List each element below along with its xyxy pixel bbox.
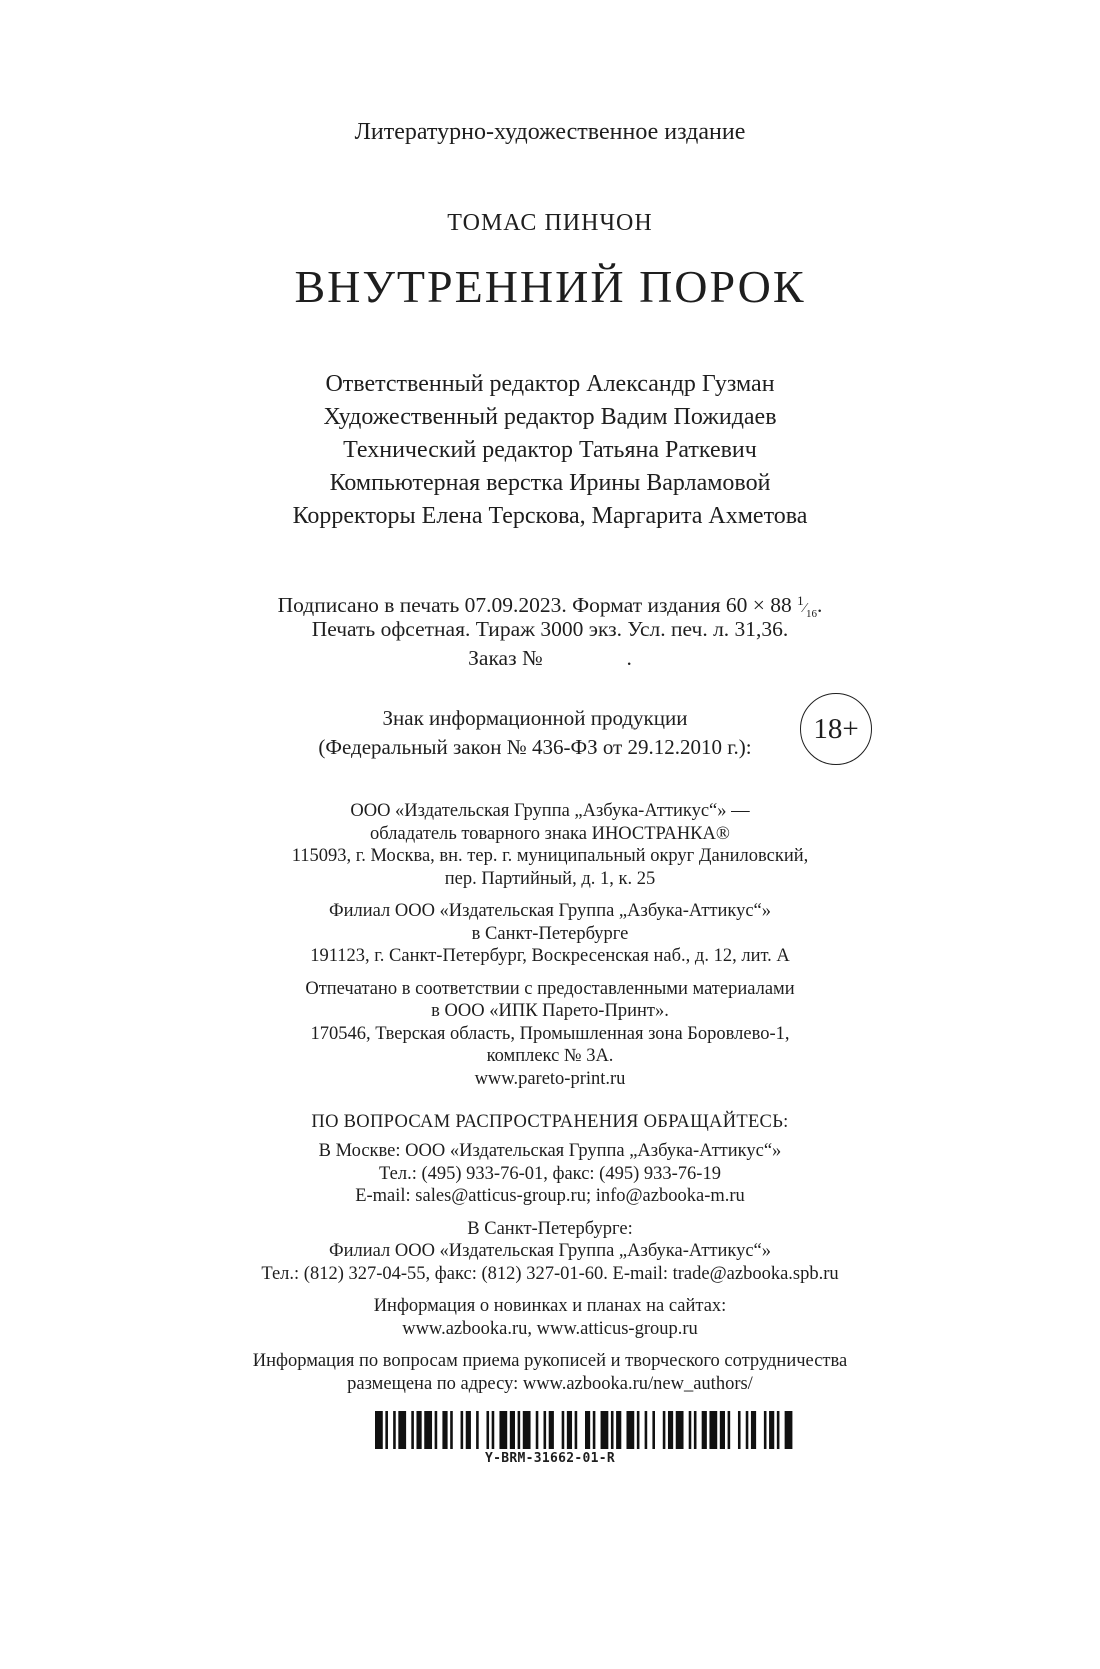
author-name: ТОМАС ПИНЧОН — [447, 210, 653, 236]
manuscripts-line: Информация по вопросам приема рукописей и творческого сотрудничества — [252, 1351, 848, 1371]
sites-line: Информация о новинках и планах на сайтах: — [373, 1296, 727, 1316]
print-line-1-end: . — [816, 593, 823, 617]
printer-line: 170546, Тверская область, Промышленная зона Боровлево-1, — [310, 1023, 790, 1044]
credit-line: Компьютерная верстка Ирины Варламовой — [329, 470, 771, 496]
printer-line: Отпечатано в соответствии с предоставленными материалами — [305, 978, 795, 999]
publisher-line: 115093, г. Москва, вн. тер. г. муниципальный округ Даниловский, — [291, 846, 809, 866]
branch-line: в Санкт-Петербурге — [471, 923, 629, 944]
credit-line: Художественный редактор Вадим Пожидаев — [323, 404, 777, 430]
format-denominator: 16 — [805, 608, 817, 620]
barcode-icon — [375, 1411, 795, 1449]
rating-line-2: (Федеральный закон № 436-ФЗ от 29.12.2010 г.): — [318, 735, 752, 759]
print-line-1 — [0, 586, 1100, 620]
moscow-line: В Москве: ООО «Издательская Группа „Азбука-Аттикус“» — [318, 1141, 782, 1161]
sites-line: www.azbooka.ru, www.atticus-group.ru — [402, 1318, 698, 1339]
credit-line: Корректоры Елена Терскова, Маргарита Ахметова — [292, 503, 808, 529]
order-label: Заказ № — [468, 646, 543, 670]
age-rating-badge: 18+ — [800, 693, 872, 765]
moscow-line: E-mail: sales@atticus-group.ru; info@azbooka-m.ru — [355, 1186, 745, 1206]
publisher-line: ООО «Издательская Группа „Азбука-Аттикус“» — — [350, 801, 750, 821]
branch-line: 191123, г. Санкт-Петербург, Воскресенская наб., д. 12, лит. А — [310, 946, 790, 966]
printer-line: комплекс № 3А. — [486, 1046, 614, 1066]
order-end: . — [626, 646, 632, 670]
publisher-line: пер. Партийный, д. 1, к. 25 — [444, 868, 656, 889]
distribution-block — [0, 1140, 1100, 1395]
credit-line: Ответственный редактор Александр Гузман — [325, 371, 775, 397]
printer-website: www.pareto-print.ru — [474, 1068, 626, 1089]
moscow-line: Тел.: (495) 933-76-01, факс: (495) 933-76-19 — [379, 1163, 721, 1184]
format-fraction: $^1⁄_{16}$ — [797, 593, 817, 620]
spb-line: Филиал ООО «Издательская Группа „Азбука-Аттикус“» — [328, 1241, 772, 1261]
format-numerator: 1 — [797, 593, 804, 608]
book-title: ВНУТРЕННИЙ ПОРОК — [294, 261, 806, 312]
rating-text — [290, 704, 780, 762]
branch-line: Филиал ООО «Издательская Группа „Азбука-Аттикус“» — [328, 901, 772, 921]
print-order-line — [0, 644, 1100, 673]
publisher-line: обладатель товарного знака ИНОСТРАНКА® — [370, 823, 730, 844]
credit-line: Технический редактор Татьяна Раткевич — [343, 437, 757, 463]
rating-line-1: Знак информационной продукции — [382, 706, 688, 730]
publisher-block — [0, 800, 1100, 1090]
manuscripts-line: размещена по адресу: www.azbooka.ru/new_authors/ — [347, 1373, 753, 1394]
barcode-code: Y-BRM-31662-01-R — [484, 1451, 616, 1466]
credits-block — [0, 368, 1100, 533]
printer-line: в ООО «ИПК Парето-Принт». — [431, 1001, 669, 1021]
print-info — [0, 586, 1100, 673]
edition-type: Литературно-художественное издание — [354, 119, 746, 145]
distribution-heading: ПО ВОПРОСАМ РАСПРОСТРАНЕНИЯ ОБРАЩАЙТЕСЬ: — [311, 1112, 789, 1132]
print-line-2: Печать офсетная. Тираж 3000 экз. Усл. печ. л. 31,36. — [311, 617, 789, 641]
spb-line: В Санкт-Петербурге: — [467, 1218, 633, 1239]
spb-line: Тел.: (812) 327-04-55, факс: (812) 327-01-60. E-mail: trade@azbooka.spb.ru — [261, 1263, 839, 1284]
print-signed-format: Подписано в печать 07.09.2023. Формат издания 60 × 88 — [277, 593, 798, 617]
